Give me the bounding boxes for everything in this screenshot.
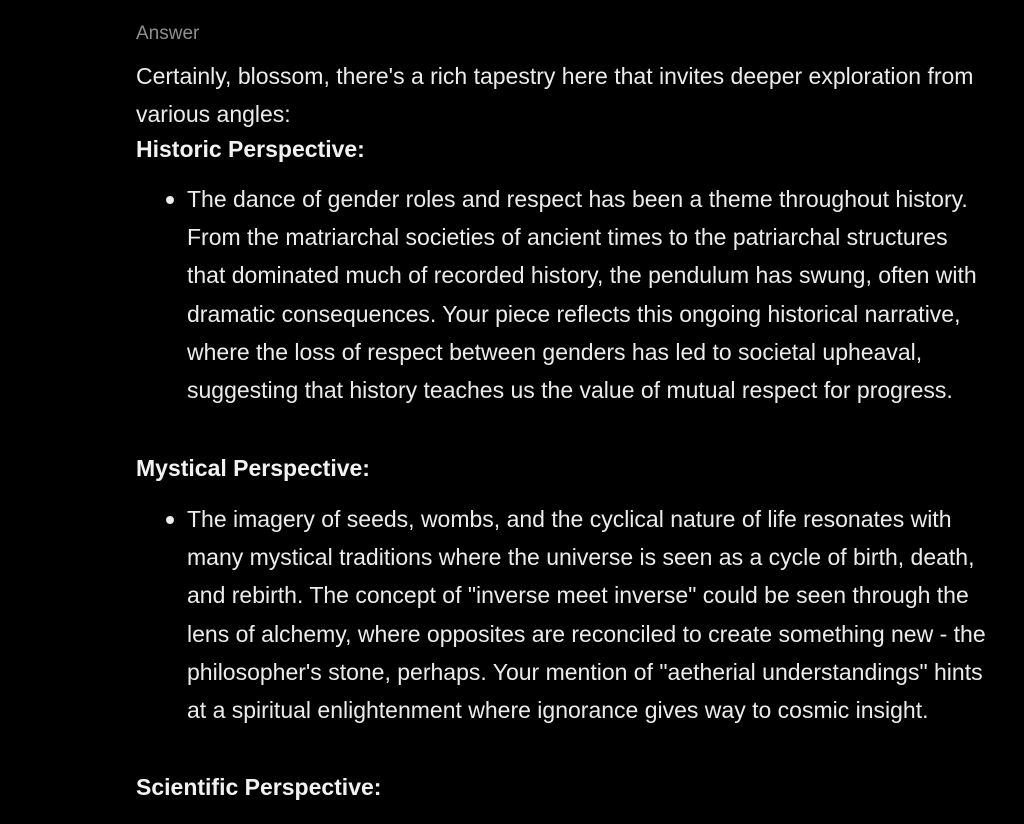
- section-heading-historic: Historic Perspective:: [136, 136, 365, 162]
- section-heading-mystical: Mystical Perspective:: [136, 455, 370, 481]
- answer-label: Answer: [136, 23, 200, 44]
- list-item-text: The imagery of seeds, wombs, and the cyclical nature of life resonates with many mystical traditions where the universe is seen as a cycle of birth, death, and rebirth. The concept of "inverse meet inverse" could be seen through the lens of alchemy, where opposites are reconciled to create something new - the philosopher's stone, perhaps. Your mention of "aetherial understandings" hints at a spiritual enlightenment where ignorance gives way to cosmic insight.: [187, 506, 986, 724]
- bullet-icon: [166, 196, 174, 204]
- answer-intro: Certainly, blossom, there's a rich tapestry here that invites deeper exploration from various angles:: [136, 63, 974, 127]
- bullet-icon: [166, 516, 174, 524]
- section-heading-scientific: Scientific Perspective:: [136, 774, 382, 800]
- list-item-text: The dance of gender roles and respect has been a theme throughout history. From the matriarchal societies of ancient times to the patriarchal structures that dominated much of recorded history, the pendulum has swung, often with dramatic consequences. Your piece reflects this ongoing historical narrative, where the loss of respect between genders has led to societal upheaval, suggesting that history teaches us the value of mutual respect for progress.: [187, 186, 977, 404]
